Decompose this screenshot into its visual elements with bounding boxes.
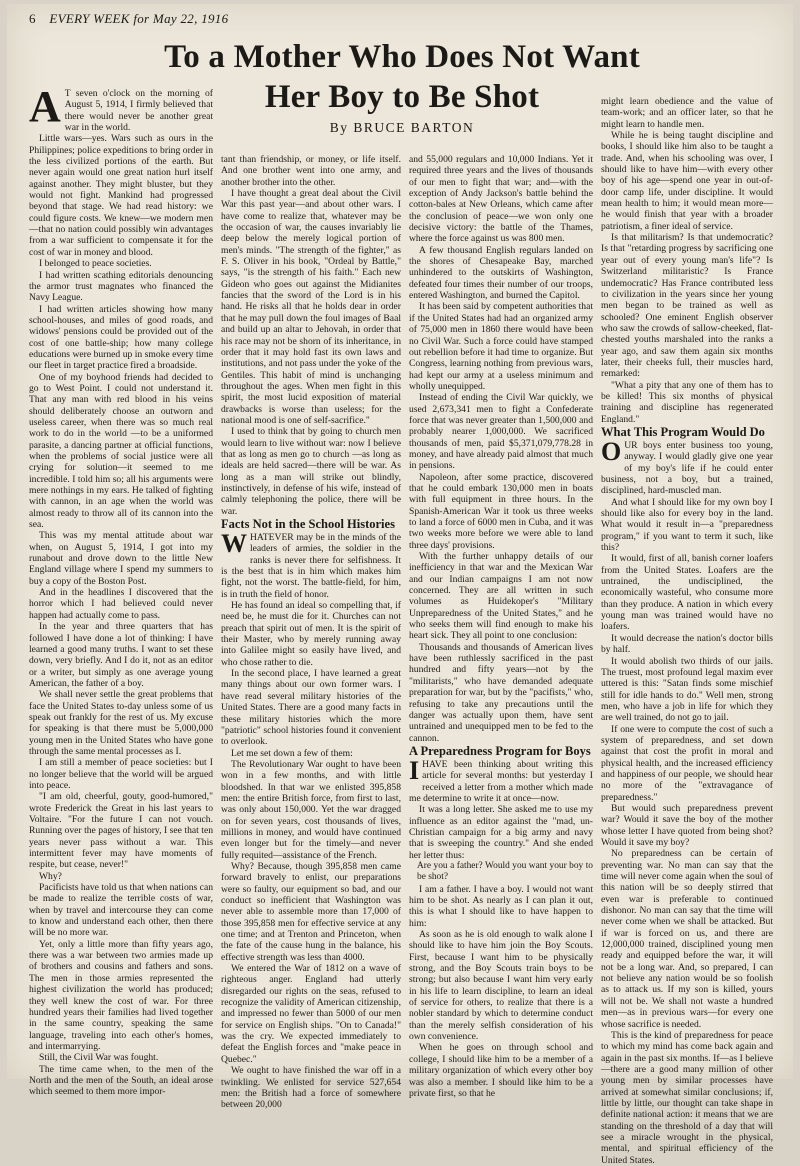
paragraph: Napoleon, after some practice, discovered that he could embark 130,000 men in boats with full equipment in three hours. In the Spanish-American War it took us three weeks to land a force of 6000 men in Cuba, and it was two weeks more before we were able to land three days' provisions.: [409, 471, 593, 551]
paragraph: "I am old, cheerful, gouty, good-humored," wrote Frederick the Great in his last years to Voltaire. "For the future I can not vouch. Running over the pages of history, I see that ten years never pass without a war. This intermittent fever may have moments of respite, but cease, never!": [29, 791, 213, 871]
paragraph: I used to think that by going to church men would learn to live without war: now I believe that as long as men go to church —as long as ideals are held sacred—there will be war. As long as a man will strike out blindly, instinctively, in defense of his wife, instead of calmly telephoning the police, there will be war.: [221, 426, 401, 517]
paragraph: If one were to compute the cost of such a system of preparedness, and set down against that cost the profit in moral and physical health, and the increased efficiency and happiness of our people, we should hear no more of the "extravagance of preparedness.": [601, 723, 773, 803]
paragraph: We ought to have finished the war off in a twinkling. We enlisted for service 527,654 men: the British had a force of somewhere between 20,000: [221, 1065, 401, 1111]
paragraph: This was my mental attitude about war when, on August 5, 1914, I got into my runabout and drove down to the little New England village where I spend my summers to buy a copy of the Boston Post.: [29, 530, 213, 587]
paragraph: It was a long letter. She asked me to use my influence as an editor against the "mad, un-Christian campaign for a big army and navy that is sweeping the country." And she ended her letter thus:: [409, 804, 593, 861]
paragraph: It would decrease the nation's doctor bills by half.: [601, 632, 773, 656]
paragraph: While he is being taught discipline and books, I should like him also to be taught a trade. And, when his schooling was over, I should like to have him—with every other boy of his age—spend one year in out-of-door camp life, under discipline. It would mean health to him; it would mean more—he would finish that year with a broader patriotism, a finer ideal of service.: [601, 130, 773, 232]
column-3: [409, 154, 593, 1099]
paragraph: Is that militarism? Is that undemocratic? Is that "retarding progress by sacrificing one year out of every young man's life"? Is Switzerland militaristic? Is France undemocratic? Has France contributed less to civilization in the years since her young men began to be trained as well as schooled? One eminent English observer who saw the crowds of sallow-cheeked, flat-chested youths marshaled into the ranks a year ago, and saw them again six months later, their cheeks full, their muscles hard, remarked:: [601, 232, 773, 380]
paragraph: I am still a member of peace societies: but I no longer believe that the world will be argued into peace.: [29, 757, 213, 791]
paragraph: As soon as he is old enough to walk alone I should like to have him join the Boy Scouts. First, because I want him to be physically strong, and the Boy Scouts train boys to be strong; but also because I want him very early in his life to learn discipline, to learn an ideal of service for others, to realize that there is a nobler standard by which to determine conduct than the merely selfish consideration of his own convenience.: [409, 929, 593, 1043]
paragraph: and 55,000 regulars and 10,000 Indians. Yet it required three years and the lives of thousands of our men to fight that war; and—with the exception of Andy Jackson's battle behind the cotton-bales at New Orleans, which came after the conclusion of peace—we won only one decisive victory: the battle of the Thames, where the force against us was 800 men.: [409, 154, 593, 245]
paragraph: Why? Because, though 395,858 men came forward bravely to enlist, our preparations were so faulty, our equipment so bad, and our conduct so inefficient that Washington was never able to assemble more than 17,000 of those 395,858 men for effective service at any one time; and at Trenton and Princeton, when the fate of the cause hung in the balance, his effective strength was less than 4000.: [221, 860, 401, 963]
paragraph: tant than friendship, or money, or life itself. And one brother went into one army, and another brother into the other.: [221, 154, 401, 188]
paragraph: I had written scathing editorials denouncing the armor trust magnates who financed the Navy League.: [29, 269, 213, 304]
paragraph: It has been said by competent authorities that if the United States had had an organized army of 75,000 men in 1860 there would have been no Civil War. Such a force could have stamped out rebellion before it had time to organize. But Congress, learning nothing from previous wars, had kept our army at a useless minimum and wholly unequipped.: [409, 301, 593, 392]
paragraph: I am a father. I have a boy. I would not want him to be shot. As nearly as I can plan it out, this is what I should like to have happen to him:: [409, 883, 593, 929]
paragraph: IHAVE been thinking about writing this article for several months: but yesterday I received a letter from a mother which made me determine to write it at once—now.: [409, 755, 593, 804]
paragraph: I belonged to peace societies.: [39, 258, 152, 270]
column-2: [221, 154, 401, 1111]
paragraph: One of my boyhood friends had decided to go to West Point. I could not understand it. That any man with red blood in his veins should deliberately choose an outworn and useless career, when there was so much real work to do in the world —to be a uniformed parasite, a dancing partner at official functions, when the problems of social justice were all crying for solution—it seemed to me incredible. I told him so; all his arguments were mere nothings in my ears. He talked of fighting with cannon, in an age when the world was almost ready to throw all of its cannon into the sea.: [29, 371, 213, 531]
column-4: [601, 96, 773, 1166]
quoted-letter: Are you a father? Would you want your boy to be shot?: [417, 860, 593, 883]
paragraph: It would abolish two thirds of our jails. The truest, most profound legal maxim ever uttered is this: "Satan finds some mischief still for idle hands to do." Well men, strong men, who have a job in life for which they are well trained, do not go to jail.: [601, 655, 773, 724]
paragraph: A few thousand English regulars landed on the shores of Chesapeake Bay, marched unhindered to the outskirts of Washington, defeated four times their number of our troops, entered Washington, and burned the Capitol.: [409, 244, 593, 302]
paragraph: No preparedness can be certain of preventing war. No man can say that the time will never come again when the soul of this nation will be so deeply stirred that even war is preferable to continued dishonor. No man can say that the time will never come when we shall be attacked. But if war is forced on us, and there are 12,000,000 trained, disciplined young men ready and equipped before the war, it will not be a long war. And, so prepared, I can not believe any nation would be so foolish as to attack us. If my son is killed, yours will not be. We shall not waste a hundred men—as in previous wars—for every one whose sacrifice is needed.: [601, 848, 773, 1030]
paragraph: He has found an ideal so compelling that, if need be, he must die for it. Churches can not preach that spirit out of men. It is the spirit of their Master, who by merely running away into Galilee might so easily have lived, and who chose rather to die.: [221, 600, 401, 668]
page-number: 6: [29, 11, 36, 26]
headline-line-2: Her Boy to Be Shot: [264, 79, 540, 115]
paragraph: Still, the Civil War was fought.: [39, 1052, 159, 1064]
byline: By BRUCE BARTON: [329, 120, 475, 135]
paragraph: A T seven o'clock on the morning of August 5, 1914, I firmly believed that there would never be another great war in the world.: [29, 82, 213, 134]
paragraph: OUR boys enter business too young, anyway. I would gladly give one year of my boy's life if he could enter business, not a boy, but a trained, disciplined, hard-muscled man.: [601, 436, 773, 497]
paragraph: Pacificists have told us that when nations can be made to realize the terrible costs of war, when by travel and intercourse they can come to know and understand each other, then there will be no more war.: [29, 882, 213, 939]
drop-cap: A: [29, 82, 61, 131]
paragraph: Why?: [39, 870, 62, 882]
section-subhead: A Preparedness Program for Boys: [409, 743, 591, 758]
running-head: [29, 11, 769, 27]
paragraph: In the year and three quarters that has followed I have done a lot of thinking: I have learned a good many truths. I want to set these down, very briefly. And I do it, not as an editor or a writer, but simply as one average young American, the father of a boy.: [29, 621, 213, 689]
paragraph: When he goes on through school and college, I should like him to be a member of a military organization of which every other boy was also a member. I should like him to be a private first, so that he: [409, 1042, 593, 1099]
paragraph: I had written articles showing how many school-houses, and miles of good roads, and widows' pensions could be provided out of the cost of one battle-ship; how many college educations were burned up in smoke every time our fleet in target practice fired a broadside.: [29, 303, 213, 372]
paragraph: "What a pity that any one of them has to be killed! This six months of physical training and discipline has regenerated England.": [601, 379, 773, 425]
drop-cap: I: [409, 755, 420, 785]
paragraph: WHATEVER may be in the minds of the leaders of armies, the soldier in the ranks is never there for selfishness. It is the best that is in him which makes him fight, not the worst. The battle-field, for him, is in truth the field of honor.: [221, 529, 401, 600]
headline-line-1: To a Mother Who Does Not Want: [164, 39, 640, 75]
paragraph: Yet, only a little more than fifty years ago, there was a war between two armies made up of brothers and cousins and fathers and sons. The men in those armies represented the highest civilization the world has produced; they well knew the cost of war. For three hundred years their families had lived together in the same country, speaking the same language, traveling into each other's homes, and intermarrying.: [29, 938, 213, 1052]
paragraph: I have thought a great deal about the Civil War this past year—and about other wars. I have come to realize that, whatever may be the occasion of war, the causes invariably lie deep below the merely logical portion of men's minds. "The strength of the fighter," as F. S. Oliver in his book, "Ordeal by Battle," says, "is the strength of his faith." Each new Gideon who goes out against the Midianites fancies that the sword of the Lord is in his hand. He risks all that he holds dear in order that he may pull down the foul images of Baal and build up an altar to Jehovah, in order that his race may not be shorn of its inheritance, in order that it may hold fast its own laws and institutions, and not pass under the yoke of the Gentiles. This habit of mind is unchanging throughout the ages. When men fight in this spirit, the most lucid exposition of material drawbacks is worse than useless; for the national mood is one of self-sacrifice.": [221, 188, 401, 426]
paragraph: And in the headlines I discovered that the horror which I had believed could never happen had actually come to pass.: [29, 587, 213, 621]
paragraph: In the second place, I have learned a great many things about our own former wars. I have read several military histories of the United States. There are a good many facts in these military histories which the more "patriotic" school histories found it convenient to overlook.: [221, 668, 401, 748]
paragraph: might learn obedience and the value of team-work; and an officer later, so that he might learn to handle men.: [601, 96, 773, 130]
paragraph: Thousands and thousands of American lives have been ruthlessly sacrificed in the past hundred and fifty years—not by the "militarists," who have demanded adequate preparation for war, but by the "pacifists," who, refusing to take any precautions until the danger was actually upon them, have sent untrained and unequipped men to be fed to the cannon.: [409, 641, 593, 744]
paragraph: But would such preparedness prevent war? Would it save the boy of the mother whose letter I have quoted from being shot? Would it save my boy?: [601, 802, 773, 848]
section-subhead: Facts Not in the School Histories: [221, 517, 395, 531]
paragraph: Little wars—yes. Wars such as ours in the Philippines; police expeditions to bring order in the less civilized portions of the earth. But never again would one great nation hurl itself against another. They might bluster, but they would not fight. Mankind had progressed beyond that stage. We had read history: we could figure costs. We knew—we modern men—that no nation could possibly win advantages from a war sufficient to compensate it for the cost of war in money and blood.: [29, 133, 213, 258]
drop-cap: O: [601, 436, 622, 466]
paragraph: Instead of ending the Civil War quickly, we used 2,673,341 men to fight a Confederate force that was never greater than 1,500,000 and probably nearer 1,000,000. We sacrificed thousands of men, paid $5,371,079,778.28 in money, and have already paid almost that much in pensions.: [409, 392, 593, 472]
magazine-page: [7, 4, 793, 1166]
section-subhead: What This Program Would Do: [601, 424, 765, 439]
paragraph: We entered the War of 1812 on a wave of righteous anger. England had utterly disregarded our rights on the seas, refused to recognize the validity of American citizenship, and impressed no fewer than 5000 of our men for service on English ships. "On to Canada!" was the cry. We expected immediately to defeat the English forces and "make peace in Quebec.": [221, 963, 401, 1065]
publication-title: EVERY WEEK for May 22, 1916: [49, 11, 229, 26]
paragraph: Let me set down a few of them:: [231, 747, 353, 759]
column-1: [29, 82, 213, 1098]
paragraph: And what I should like for my own boy I should like also for every boy in the land. What would it result in—a "preparedness program," if you want to term it such, like this?: [601, 496, 773, 554]
paragraph: With the further unhappy details of our inefficiency in that war and the Mexican War and our Indian campaigns I am not now concerned. They are all written in such volumes as Huidekoper's "Military Unpreparedness of the United States," and he who seeks them will find enough to make his heart sick. They all point to one conclusion:: [409, 551, 593, 642]
paragraph: This is the kind of preparedness for peace to which my mind has come back again and again in the past six months. If—as I believe—there are a good many million of other young men by similar processes have arrived at somewhat similar conclusions; if, little by little, our thought can take shape in definite national action: it means that we are standing on the threshold of a day that will see a miracle wrought in the physical, mental, and spiritual efficiency of the United States.: [601, 1029, 773, 1166]
paragraph: The Revolutionary War ought to have been won in a few months, and with little bloodshed. In that war we enlisted 395,858 men: the entire British force, from first to last, was only about 150,000. Yet the war dragged on for seven years, cost thousands of lives, millions in money, and would have continued even longer but for the timely—and never fully requited—assistance of the French.: [221, 758, 401, 861]
paragraph: We shall never settle the great problems that face the United States to-day unless some of us speak out frankly for the rest of us. My excuse for speaking is that there must be 5,000,000 young men in the United States who have gone through the same mental processes as I.: [29, 689, 213, 757]
paragraph: The time came when, to the men of the North and the men of the South, an ideal arose which seemed to them more impor-: [29, 1063, 213, 1098]
drop-cap: W: [221, 529, 247, 558]
paragraph: It would, first of all, banish corner loafers from the United States. Loafers are the untrained, the undisciplined, the economically wasteful, who consume more than they produce. A nation in which every young man was trained would have no loafers.: [601, 553, 773, 633]
headline: [147, 37, 657, 117]
